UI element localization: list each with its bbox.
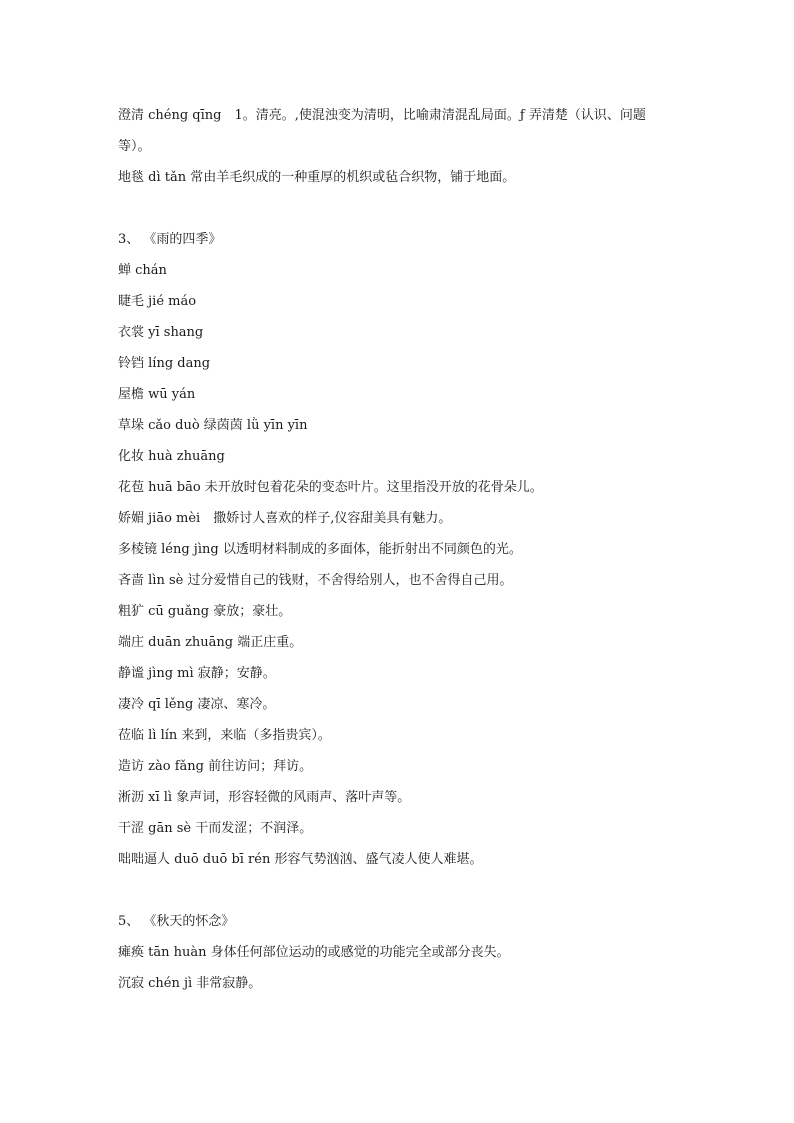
vocab-entry: 莅临 lì lín 来到，来临（多指贵宾）。 [118, 728, 331, 743]
vocab-entry: 静谧 jìng mì 寂静；安静。 [118, 666, 276, 681]
vocab-entry: 铃铛 líng dang [118, 356, 211, 371]
section-gap [118, 875, 698, 906]
vocab-entry: 化妆 huà zhuāng [118, 449, 225, 464]
vocab-entry: 多棱镜 léng jìng 以透明材料制成的多面体，能折射出不同颜色的光。 [118, 542, 522, 557]
vocab-entry: 端庄 duān zhuāng 端正庄重。 [118, 635, 303, 650]
section-5-heading: 5、 《秋天的怀念》 [118, 914, 235, 929]
vocab-entry: 沉寂 chén jì 非常寂静。 [118, 976, 262, 991]
vocab-entry: 娇媚 jiāo mèi 撒娇讨人喜欢的样子,仪容甜美具有魅力。 [118, 511, 452, 526]
vocab-entry: 屋檐 wū yán [118, 387, 196, 402]
entry-chengqing-cont: 等）。 [118, 139, 151, 154]
section-3 [118, 224, 698, 875]
vocab-entry: 凄冷 qī lěng 凄凉、寒冷。 [118, 697, 276, 712]
vocab-entry: 干涩 gān sè 干而发涩；不润泽。 [118, 821, 313, 836]
section-gap [118, 193, 698, 224]
vocab-entry: 花苞 huā bāo 未开放时包着花朵的变态叶片。这里指没开放的花骨朵儿。 [118, 480, 543, 495]
vocab-entry: 衣裳 yī shang [118, 325, 204, 340]
vocab-entry: 咄咄逼人 duō duō bī rén 形容气势汹汹、盛气凌人使人难堪。 [118, 852, 483, 867]
section-top [118, 100, 698, 193]
entry-ditan: 地毯 dì tǎn 常由羊毛织成的一种重厚的机织或毡合织物，铺于地面。 [118, 170, 516, 185]
vocab-entry: 淅沥 xī lì 象声词，形容轻微的风雨声、落叶声等。 [118, 790, 411, 805]
vocab-entry: 睫毛 jié máo [118, 294, 197, 309]
vocab-entry: 造访 zào fǎng 前往访问；拜访。 [118, 759, 313, 774]
section-3-heading: 3、 《雨的四季》 [118, 232, 222, 247]
vocab-entry: 蝉 chán [118, 263, 167, 278]
vocab-entry: 吝啬 lìn sè 过分爱惜自己的钱财，不舍得给别人，也不舍得自己用。 [118, 573, 513, 588]
vocab-entry: 瘫痪 tān huàn 身体任何部位运动的或感觉的功能完全或部分丧失。 [118, 945, 510, 960]
section-5 [118, 906, 698, 999]
entry-chengqing: 澄清 chéng qīng 1。清亮。,使混浊变为清明，比喻肃清混乱局面。ƒ 弄清楚（认识、问题 [118, 108, 646, 123]
vocab-entry: 粗犷 cū guǎng 豪放；豪壮。 [118, 604, 292, 619]
vocab-entry: 草垛 cǎo duò 绿茵茵 lǜ yīn yīn [118, 418, 308, 433]
document-page [118, 100, 698, 999]
